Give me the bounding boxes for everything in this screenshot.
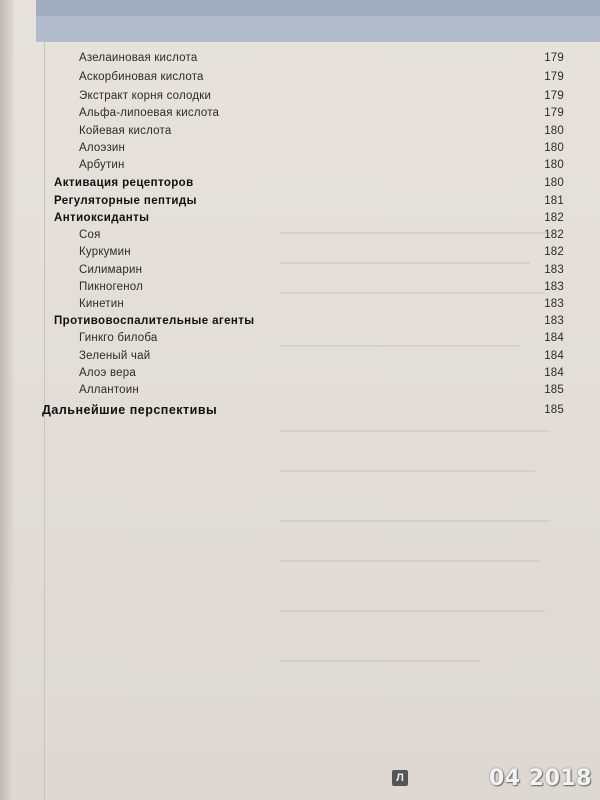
- toc-entry-page: 180: [544, 142, 564, 154]
- watermark-logo-icon: Л: [392, 770, 408, 786]
- photo-watermark: [392, 766, 592, 796]
- toc-entry-page: 185: [544, 404, 564, 416]
- toc-entry-page: 180: [544, 159, 564, 171]
- toc-entry-title: Койевая кислота: [79, 125, 172, 137]
- toc-entry-title: Альфа-липоевая кислота: [79, 107, 220, 119]
- toc-entry-page: 183: [544, 298, 564, 310]
- toc-entry: [0, 157, 600, 175]
- toc-entry: [0, 69, 600, 87]
- toc-entry-title: Экстракт корня солодки: [79, 90, 212, 102]
- toc-entry-page: 182: [544, 212, 564, 224]
- toc-entry-page: 184: [544, 367, 564, 379]
- toc-section-title: Регуляторные пептиды: [54, 195, 197, 207]
- toc-entry-title: Аллантоин: [79, 384, 139, 396]
- toc-entry-title: Силимарин: [79, 264, 143, 276]
- watermark-date: 04 2018: [488, 766, 592, 791]
- toc-entry: [0, 244, 600, 262]
- toc-entry: [0, 296, 600, 314]
- toc-entry: [0, 262, 600, 280]
- bleed-through-line: [280, 660, 480, 662]
- toc-section-title: Активация рецепторов: [54, 177, 194, 189]
- toc-entry-page: 179: [544, 90, 564, 102]
- toc-entry-page: 183: [544, 315, 564, 327]
- bleed-through-line: [280, 610, 545, 612]
- toc-entry-title: Алоэзин: [79, 142, 126, 154]
- toc-entry-page: 183: [544, 264, 564, 276]
- toc-entry-page: 182: [544, 246, 564, 258]
- toc-entry: [0, 330, 600, 348]
- toc-entry-page: 185: [544, 384, 564, 396]
- toc-entry: [0, 88, 600, 106]
- bleed-through-line: [280, 430, 550, 432]
- toc-entry-title: Зеленый чай: [79, 350, 151, 362]
- toc-section: [0, 193, 600, 211]
- toc-entry-title: Кинетин: [79, 298, 124, 310]
- bleed-through-line: [280, 560, 540, 562]
- toc-chapter: [0, 402, 600, 420]
- toc-entry-title: Пикногенол: [79, 281, 144, 293]
- toc-section-title: Противовоспалительные агенты: [54, 315, 255, 327]
- toc-entry: [0, 348, 600, 366]
- bleed-through-line: [280, 520, 550, 522]
- header-color-band: [36, 0, 600, 42]
- toc-entry: [0, 227, 600, 245]
- toc-entry: [0, 123, 600, 141]
- toc-entry-title: Куркумин: [79, 246, 131, 258]
- toc-entry: [0, 140, 600, 158]
- toc-section: [0, 175, 600, 193]
- toc-entry-title: Алоэ вера: [79, 367, 136, 379]
- toc-entry-page: 184: [544, 350, 564, 362]
- toc-entry: [0, 382, 600, 400]
- toc-chapter-title: Дальнейшие перспективы: [42, 403, 218, 417]
- toc-entry-title: Азелаиновая кислота: [79, 52, 198, 64]
- toc-entry: [0, 105, 600, 123]
- toc-entry-page: 183: [544, 281, 564, 293]
- toc-entry-page: 180: [544, 177, 564, 189]
- toc-entry-page: 182: [544, 229, 564, 241]
- toc-entry-title: Соя: [79, 229, 101, 241]
- toc-entry-page: 179: [544, 52, 564, 64]
- toc-entry: [0, 279, 600, 297]
- toc-entry: [0, 365, 600, 383]
- toc-section: [0, 313, 600, 331]
- toc-entry-page: 181: [544, 195, 564, 207]
- toc-entry-page: 180: [544, 125, 564, 137]
- toc-entry-title: Арбутин: [79, 159, 125, 171]
- toc-entry-page: 179: [544, 71, 564, 83]
- toc-entry-title: Гинкго билоба: [79, 332, 158, 344]
- toc-section: [0, 210, 600, 228]
- toc-entry-page: 179: [544, 107, 564, 119]
- toc-entry: [0, 50, 600, 68]
- toc-entry-page: 184: [544, 332, 564, 344]
- toc-section-title: Антиоксиданты: [54, 212, 150, 224]
- bleed-through-line: [280, 470, 535, 472]
- toc-entry-title: Аскорбиновая кислота: [79, 71, 204, 83]
